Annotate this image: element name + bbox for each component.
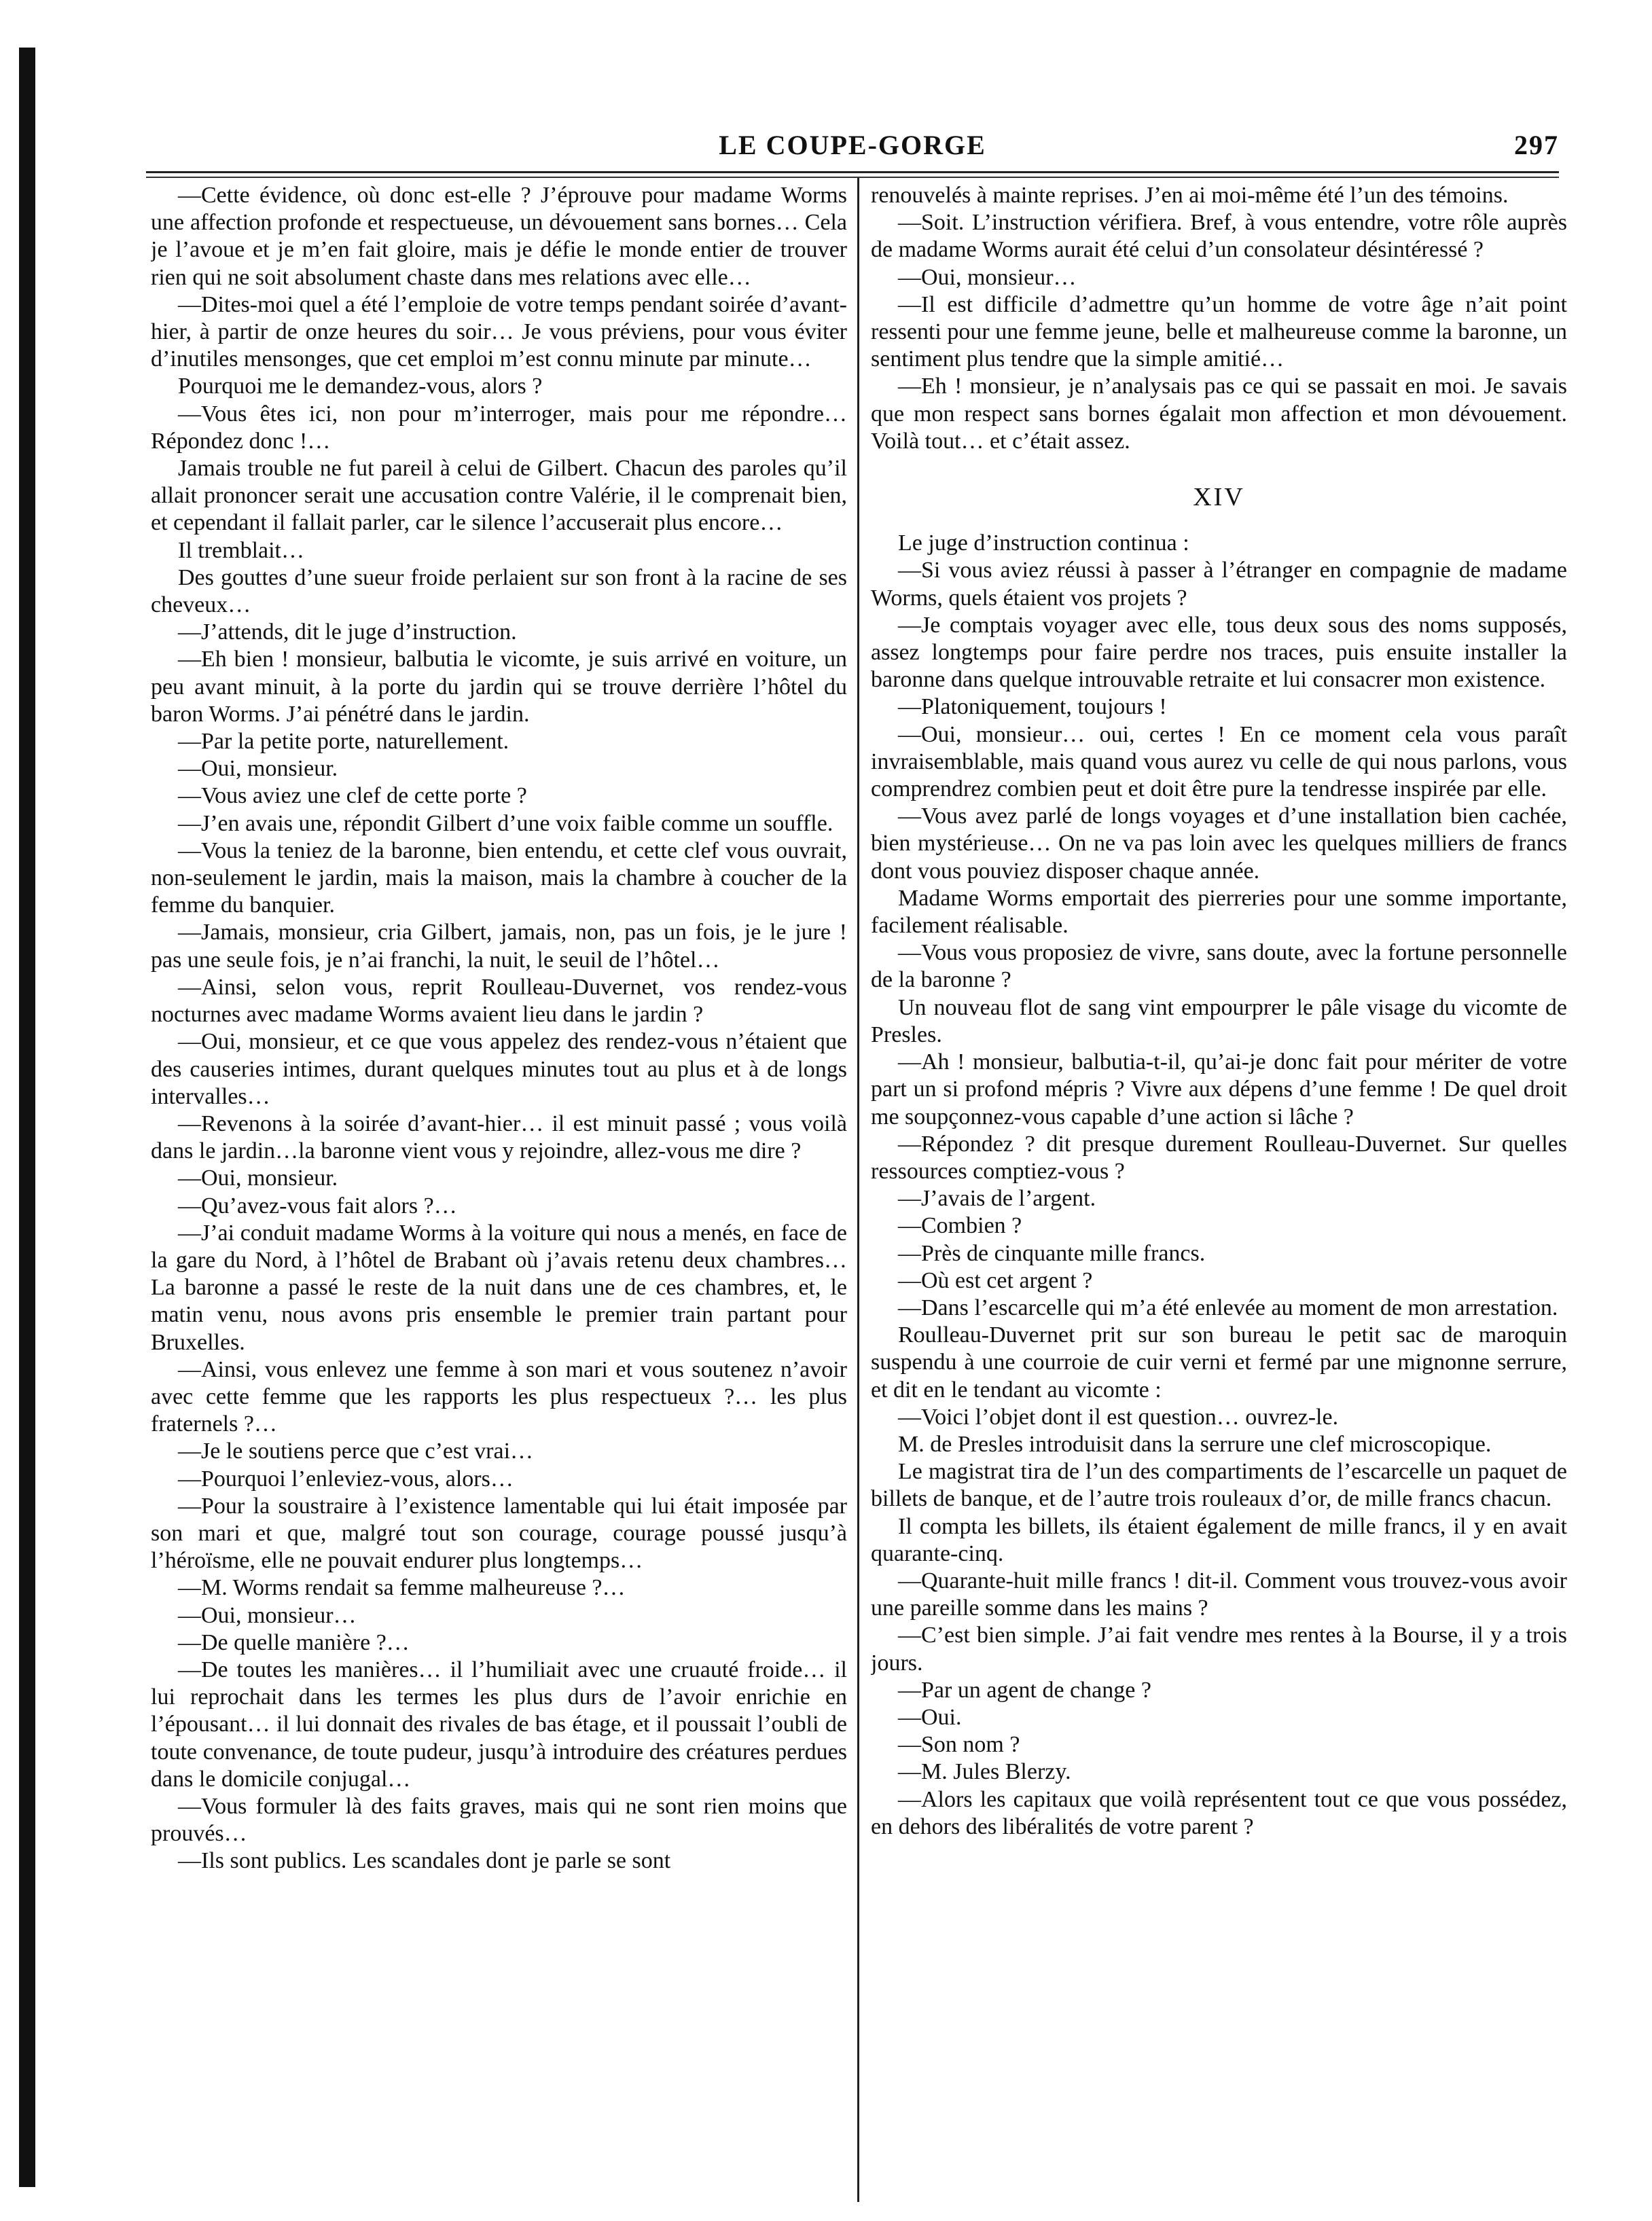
header-rule [146,171,1559,173]
right-column [871,182,1567,2203]
paragraph: —Oui, monsieur… oui, certes ! En ce moment cela vous paraît invraisemblable, mais quand vous aurez vu celle de qui nous parlons, vous comprendrez combien peut et doit être pure la tendresse inspirée par elle. [871,721,1567,802]
left-column [151,182,847,2203]
paragraph: Un nouveau flot de sang vint empourprer le pâle visage du vicomte de Presles. [871,994,1567,1047]
paragraph: —Vous la teniez de la baronne, bien entendu, et cette clef vous ouvrait, non-seulement le jardin, mais la maison, mais la chambre à coucher de la femme du banquier. [151,837,847,918]
left-margin-rule [19,48,35,2187]
paragraph: —Oui, monsieur, et ce que vous appelez des rendez-vous n’étaient que des causeries intimes, durant quelques minutes tout au plus et à de longs intervalles… [151,1029,847,1109]
paragraph: —Oui, monsieur. [178,1166,338,1191]
paragraph: —Pourquoi l’enleviez-vous, alors… [178,1466,514,1492]
paragraph: Le juge d’instruction continua : [898,530,1189,556]
paragraph: —Quarante-huit mille francs ! dit-il. Comment vous trouvez-vous avoir une pareille somme dans les mains ? [871,1568,1567,1621]
paragraph: Pourquoi me le demandez-vous, alors ? [178,374,543,399]
paragraph: —Ah ! monsieur, balbutia-t-il, qu’ai-je donc fait pour mériter de votre part un si profond mépris ? Vivre aux dépens d’une femme ! De quel droit me soupçonnez-vous capable d’une action si lâche ? [871,1049,1567,1130]
right-column-part-2 [871,530,1567,1841]
header-rule-secondary [146,177,1559,178]
column-divider [857,178,859,2202]
running-title: LE COUPE-GORGE [719,130,986,160]
page-number: 297 [1514,130,1559,160]
paragraph: —Si vous aviez réussi à passer à l’étranger en compagnie de madame Worms, quels étaient vos projets ? [871,558,1567,611]
paragraph: —Vous aviez une clef de cette porte ? [178,783,527,809]
paragraph: —Vous vous proposiez de vivre, sans doute, avec la fortune personnelle de la baronne ? [871,940,1567,993]
paragraph: —Je comptais voyager avec elle, tous deux sous des noms supposés, assez longtemps pour faire perdre nos traces, puis ensuite installer la baronne dans quelque introuvable retraite et lui consacrer mon existence. [871,612,1567,693]
paragraph: —Je le soutiens perce que c’est vrai… [178,1439,534,1464]
paragraph: —Soit. L’instruction vérifiera. Bref, à vous entendre, votre rôle auprès de madame Worms aurait été celui d’un consolateur désintéressé ? [871,210,1567,263]
paragraph: —Ainsi, selon vous, reprit Roulleau-Duvernet, vos rendez-vous nocturnes avec madame Worms avaient lieu dans le jardin ? [151,974,847,1028]
paragraph: Jamais trouble ne fut pareil à celui de Gilbert. Chacun des paroles qu’il allait prononcer serait une accusation contre Valérie, il le comprenait bien, et cependant il fallait parler, car le silence l’accuserait plus encore… [151,456,847,536]
paragraph: —Vous avez parlé de longs voyages et d’une installation bien cachée, bien mystérieuse… On ne va pas loin avec les quelques milliers de francs dont vous pouviez disposer chaque année. [871,803,1567,884]
paragraph: Madame Worms emportait des pierreries pour une somme importante, facilement réalisable. [871,885,1567,939]
paragraph: —Qu’avez-vous fait alors ?… [178,1193,457,1218]
paragraph: —Par un agent de change ? [898,1677,1151,1703]
paragraph: —M. Jules Blerzy. [898,1759,1071,1785]
paragraph: —Cette évidence, où donc est-elle ? J’éprouve pour madame Worms une affection profonde et respectueuse, un dévouement sans bornes… Cela je l’avoue et je m’en fait gloire, mais je défie le monde entier de trouver rien qui ne soit absolument chaste dans mes relations avec elle… [151,183,847,290]
paragraph: Des gouttes d’une sueur froide perlaient sur son front à la racine de ses cheveux… [151,564,847,618]
paragraph: —Répondez ? dit presque durement Roulleau-Duvernet. Sur quelles ressources comptiez-vous ? [871,1131,1567,1184]
paragraph: —Son nom ? [898,1732,1020,1758]
paragraph: —Pour la soustraire à l’existence lamentable qui lui était imposée par son mari et que, malgré tout son courage, courage poussé jusqu’à l’héroïsme, elle ne pouvait endurer plus longtemps… [151,1493,847,1574]
paragraph: —J’attends, dit le juge d’instruction. [178,619,517,645]
paragraph: —Platoniquement, toujours ! [898,694,1167,720]
paragraph: —Ils sont publics. Les scandales dont je parle se sont [178,1848,671,1874]
paragraph: Il compta les billets, ils étaient également de mille francs, il y en avait quarante-cinq. [871,1513,1567,1566]
paragraph: Roulleau-Duvernet prit sur son bureau le petit sac de maroquin suspendu à une courroie de cuir verni et fermé par une mignonne serrure, et dit en le tendant au vicomte : [871,1322,1567,1403]
chapter-heading: XIV [1193,483,1245,512]
paragraph: —Eh ! monsieur, je n’analysais pas ce qui se passait en moi. Je savais que mon respect sans bornes égalait mon affection et mon dévouement. Voilà tout… et c’était assez. [871,374,1567,454]
paragraph: —Vous êtes ici, non pour m’interroger, mais pour me répondre… Répondez donc !… [151,401,847,454]
paragraph: —Oui, monsieur… [178,1602,357,1628]
paragraph: —De quelle manière ?… [178,1629,410,1655]
paragraph: —Oui, monsieur. [178,756,338,782]
right-column-part-1 [871,182,1567,455]
paragraph: —Par la petite porte, naturellement. [178,729,509,755]
paragraph: —J’ai conduit madame Worms à la voiture qui nous a menés, en face de la gare du Nord, à l’hôtel de Brabant où j’avais retenu deux chambres… La baronne a passé le reste de la nuit dans une de ces chambres, et, le matin venu, nous avons pris ensemble le premier train partant pour Bruxelles. [151,1220,847,1355]
paragraph: —Voici l’objet dont il est question… ouvrez-le. [898,1404,1339,1430]
paragraph: renouvelés à mainte reprises. J’en ai moi-même été l’un des témoins. [871,183,1509,208]
paragraph: —Jamais, monsieur, cria Gilbert, jamais, non, pas un fois, je le jure ! pas une seule fois, je n’ai franchi, la nuit, le seuil de l’hôtel… [151,920,847,973]
paragraph: —J’avais de l’argent. [898,1186,1096,1212]
paragraph: —Où est cet argent ? [898,1267,1093,1293]
paragraph: Le magistrat tira de l’un des compartiments de l’escarcelle un paquet de billets de banque, et de l’autre trois rouleaux d’or, de mille francs chacun. [871,1459,1567,1512]
paragraph: Il tremblait… [178,537,305,563]
paragraph: —M. Worms rendait sa femme malheureuse ?… [178,1575,626,1601]
paragraph: —Ainsi, vous enlevez une femme à son mari et vous soutenez n’avoir avec cette femme que les rapports les plus respectueux ?… les plus fraternels ?… [151,1356,847,1437]
paragraph: —Revenons à la soirée d’avant-hier… il est minuit passé ; vous voilà dans le jardin…la baronne vient vous y rejoindre, allez-vous me dire ? [151,1110,847,1164]
paragraph: —Dites-moi quel a été l’emploie de votre temps pendant soirée d’avant-hier, à partir de onze heures du soir… Je vous préviens, pour vous éviter d’inutiles mensonges, que cet emploi m’est connu minute par minute… [151,291,847,372]
paragraph: —J’en avais une, répondit Gilbert d’une voix faible comme un souffle. [178,810,833,836]
paragraph: M. de Presles introduisit dans la serrure une clef microscopique. [898,1431,1492,1457]
paragraph: —Oui, monsieur… [898,264,1077,290]
paragraph: —C’est bien simple. J’ai fait vendre mes rentes à la Bourse, il y a trois jours. [871,1623,1567,1676]
paragraph: —De toutes les manières… il l’humiliait avec une cruauté froide… il lui reprochait dans les termes les plus durs de l’avoir enrichie en l’épousant… il lui donnait des rivales de bas étage, et il poussait l’oubli de toute convenance, de toute pudeur, jusqu’à introduire des créatures perdues dans le domicile conjugal… [151,1657,847,1792]
paragraph: —Oui. [898,1704,962,1730]
paragraph: —Alors les capitaux que voilà représentent tout ce que vous possédez, en dehors des libéralités de votre parent ? [871,1786,1567,1839]
paragraph: —Près de cinquante mille francs. [898,1240,1206,1266]
paragraph: —Eh bien ! monsieur, balbutia le vicomte, je suis arrivé en voiture, un peu avant minuit, à la porte du jardin qui se trouve derrière l’hôtel du baron Worms. J’ai pénétré dans le jardin. [151,647,847,727]
paragraph: —Vous formuler là des faits graves, mais qui ne sont rien moins que prouvés… [151,1793,847,1847]
paragraph: —Combien ? [898,1213,1022,1239]
page-header [146,129,1559,170]
paragraph: —Il est difficile d’admettre qu’un homme de votre âge n’ait point ressenti pour une femme jeune, belle et malheureuse comme la baronne, un sentiment plus tendre que la simple amitié… [871,291,1567,372]
paragraph: —Dans l’escarcelle qui m’a été enlevée au moment de mon arrestation. [898,1295,1558,1320]
